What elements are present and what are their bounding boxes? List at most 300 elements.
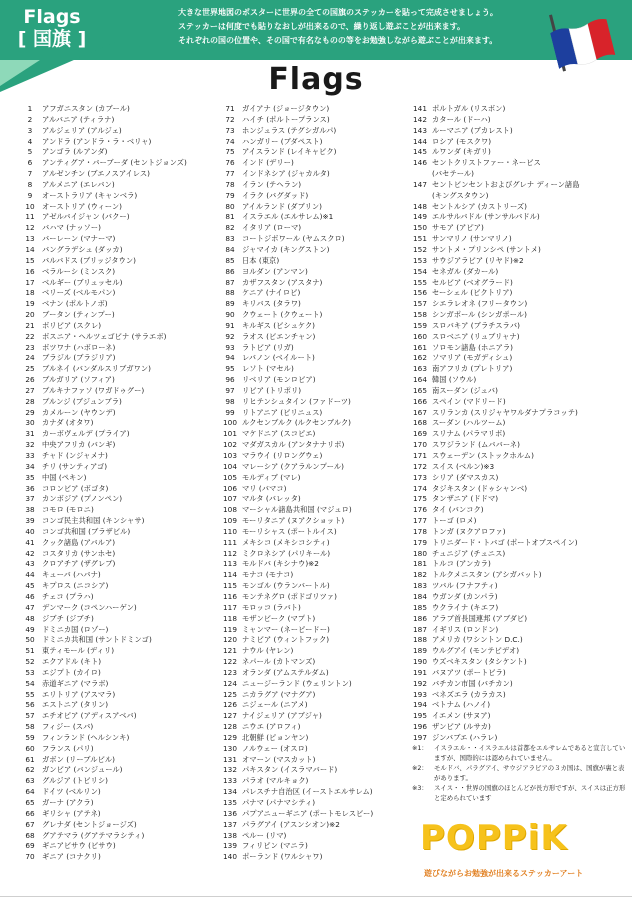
country-name: チャド (ンジャメナ) [42,451,108,460]
item-number: 12 [25,223,35,233]
list-item [18,809,218,820]
country-name: カメルーン (ヤウンデ) [42,407,116,417]
country-name: タジキスタン (ドゥシャンベ) [432,483,528,493]
country-name: ジブチ (ジブチ) [42,613,94,623]
list-item [218,787,408,798]
item-number: 50 [25,635,35,645]
list-item [218,679,408,690]
list-item [218,581,408,592]
item-number: 55 [25,689,35,699]
item-number: 108 [223,505,237,515]
country-name: マルタ (バレッタ) [242,494,301,504]
item-number [408,191,432,202]
list-item [218,657,408,668]
country-name: コートジボワール (ヤムスクロ) [242,234,345,244]
country-name: セネガル (ダカール) [432,266,499,276]
list-item [218,234,408,245]
list-item [218,256,408,267]
country-name: ブルキナファソ (ワガドゥグー) [42,385,145,395]
country-name: アルバニア (ティラナ) [42,114,115,124]
country-name: モナコ (モナコ) [242,570,294,580]
list-item [18,559,218,570]
item-number: 160 [413,331,427,341]
country-name: ウズベキスタン (タシケント) [432,657,527,667]
list-item [18,104,218,115]
country-name: イスラエル (エルサレム)※1 [242,212,334,222]
country-name: リヒテンシュタイン (ファドーツ) [242,396,351,406]
country-name: マラウイ (リロングウェ) [242,451,323,460]
list-item [18,657,218,668]
list-item [218,700,408,711]
country-name: エストニア (タリン) [42,700,109,710]
list-item [218,603,408,614]
item-number: 185 [413,602,427,612]
country-name: モルディブ (マレ) [242,472,301,482]
item-number: 187 [413,624,427,634]
list-item [218,755,408,766]
country-name: チュニジア (チュニス) [432,548,506,558]
item-number: 25 [25,364,35,374]
item-number: 78 [225,179,235,189]
country-name: セントクリストファー・ネービス [432,158,541,168]
list-item [218,418,408,429]
country-name: シエラレオネ (フリータウン) [432,299,528,309]
list-item [18,137,218,148]
item-number: 58 [25,722,35,732]
list-item [408,538,628,549]
country-name: ブルネイ (バンダルスリブガワン) [42,364,151,374]
country-name: サントメ・プリンシペ (サントメ) [432,244,541,254]
country-name: サモア (アピア) [432,223,484,233]
item-number: 163 [413,364,427,374]
country-name: ベネズエラ (カラカス) [432,689,506,699]
list-item [218,147,408,158]
country-name: デンマーク (コペンハーゲン) [42,602,137,612]
item-number: 63 [25,776,35,786]
country-name: タイ (バンコク) [432,505,484,515]
list-item [408,646,628,657]
footnote [412,784,626,803]
item-number: 57 [25,711,35,721]
item-number: 154 [413,266,427,276]
country-name: ジンバブエ (ハラレ) [432,732,498,742]
country-name: アンゴラ (ルアンダ) [42,147,108,157]
item-number: 82 [225,223,235,233]
country-name: チリ (サンティアゴ) [42,461,108,471]
list-item [218,408,408,419]
item-number: 153 [413,255,427,265]
item-number: 127 [223,711,237,721]
item-number: 129 [223,732,237,742]
country-name: スロバキア (ブラチスラバ) [432,320,520,330]
item-number: 102 [223,440,237,450]
country-name: カンボジア (プノンペン) [42,494,123,504]
item-number: 179 [413,537,427,547]
country-name: ドミニカ国 (ロゾー) [42,624,109,634]
item-number: 39 [25,516,35,526]
item-number: 71 [225,104,235,113]
list-item [408,256,628,267]
country-name: コロンビア (ボゴタ) [42,483,109,493]
list-item [408,115,628,126]
item-number: 184 [413,591,427,601]
list-item [18,733,218,744]
item-number: 26 [25,375,35,385]
item-number: 196 [413,722,427,732]
list-item [218,505,408,516]
country-name: フランス (パリ) [42,743,94,753]
country-name: キリバス (タラワ) [242,299,301,309]
item-number: 11 [25,212,35,222]
item-number: 176 [413,505,427,515]
country-name: アメリカ (ワシントン D.C.) [432,635,523,645]
country-name: ドミニカ共和国 (サントドミンゴ) [42,635,152,645]
country-name: イエメン (サヌア) [432,711,491,721]
item-number: 105 [223,472,237,482]
country-name: イタリア (ローマ) [242,223,302,233]
header-desc-line: ステッカーは何度でも貼りなおしが出来るので、繰り返し遊ぶことが出来ます。 [178,22,466,31]
list-item [408,603,628,614]
item-number: 151 [413,234,427,244]
country-name: オランダ (アムステルダム) [242,667,329,677]
item-number: 28 [25,396,35,406]
list-item [18,538,218,549]
item-number: 4 [27,136,33,146]
list-item [18,494,218,505]
country-name: ペルー (リマ) [242,830,287,840]
footnote-text: スイス・・世界の国旗のほとんどが長方形ですが、スイスは正方形と定められています [434,784,626,802]
country-name: イラン (テヘラン) [242,179,302,189]
list-item [408,353,628,364]
item-number: 169 [413,429,427,439]
country-name: モザンビーク (マプト) [242,613,316,623]
item-number: 109 [223,516,237,526]
item-number: 190 [413,657,427,667]
list-item [18,505,218,516]
list-item [218,353,408,364]
item-number: 70 [25,852,35,862]
list-item [408,332,628,343]
list-item [408,592,628,603]
item-number: 51 [25,646,35,656]
list-item [218,614,408,625]
list-item [408,288,628,299]
item-number: 60 [25,743,35,753]
list-item [408,559,628,570]
list-item [18,180,218,191]
item-number: 197 [413,732,427,742]
list-item [408,462,628,473]
list-item [18,353,218,364]
list-item [408,169,628,180]
list-item [18,668,218,679]
list-item [408,722,628,733]
item-number: 150 [413,223,427,233]
item-number: 54 [25,678,35,688]
item-number: 40 [25,526,35,536]
list-item [18,570,218,581]
item-number: 113 [223,559,237,569]
list-item [408,549,628,560]
list-item [18,115,218,126]
country-name: モロッコ (ラバト) [242,602,301,612]
country-name: メキシコ (メキシコシティ) [242,537,330,547]
country-name: シンガポール (シンガポール) [432,310,527,320]
country-name: クック諸島 (アバルア) [42,537,116,547]
item-number: 65 [25,798,35,807]
country-name: ハンガリー (ブダペスト) [242,136,323,146]
list-item [18,798,218,809]
list-item [18,603,218,614]
list-item [408,635,628,646]
list-item [18,278,218,289]
item-number: 14 [25,244,35,254]
list-item [18,245,218,256]
country-name: アンティグア・バーブーダ (セントジョンズ) [42,158,187,168]
list-item [218,375,408,386]
country-name: ベラルーシ (ミンスク) [42,266,116,276]
list-item [408,386,628,397]
list-item [18,462,218,473]
country-name: ベトナム (ハノイ) [432,700,491,710]
item-number: 134 [223,787,237,797]
country-name: レバノン (ベイルート) [242,353,315,363]
country-name: ウガンダ (カンパラ) [432,591,498,601]
country-name: インド (デリー) [242,158,294,168]
item-number: 124 [223,678,237,688]
item-number: 148 [413,201,427,211]
country-name: ベリーズ (ベルモパン) [42,288,116,298]
country-name: ナイジェリア (アブジャ) [242,711,322,721]
item-number: 36 [25,483,35,493]
country-name: ギニア (コナクリ) [42,852,101,862]
item-number: 5 [27,147,33,157]
list-item [408,711,628,722]
item-number: 10 [25,201,35,211]
item-number: 133 [223,776,237,786]
item-number: 15 [25,255,35,265]
country-name: ノルウェー (オスロ) [242,743,308,753]
list-item [218,288,408,299]
country-name: ラトビア (リガ) [242,342,294,352]
country-name: カナダ (オタワ) [42,418,94,428]
list-item [408,473,628,484]
item-number: 122 [223,657,237,667]
country-name: サンマリノ (サンマリノ) [432,234,512,244]
list-item [18,722,218,733]
item-number: 194 [413,700,427,710]
country-name: スリランカ (スリジャヤワルダナプラコッテ) [432,407,578,417]
list-item [408,147,628,158]
item-number: 99 [225,407,235,417]
item-number: 138 [223,830,237,840]
list-item [18,440,218,451]
item-number: 141 [413,104,427,113]
list-item [408,418,628,429]
country-name: スペイン (マドリード) [432,396,506,406]
item-number: 1 [27,104,33,113]
item-number: 117 [223,602,237,612]
country-name: トルコ (アンカラ) [432,559,491,569]
list-item [218,137,408,148]
list-item [408,104,628,115]
item-number: 186 [413,613,427,623]
item-number: 125 [223,689,237,699]
list-item [18,408,218,419]
list-item [408,581,628,592]
item-number: 193 [413,689,427,699]
country-name: ジャマイカ (キングストン) [242,244,330,254]
item-number: 188 [413,635,427,645]
header-title-jp: [ 国旗 ] [17,28,87,50]
country-name: アイスランド (レイキャビク) [242,147,337,157]
list-item [18,310,218,321]
item-number: 135 [223,798,237,807]
country-name: 赤道ギニア (マラボ) [42,678,109,688]
country-name: ルクセンブルク (ルクセンブルク) [242,418,352,428]
country-name: キプロス (ニコシア) [42,581,109,591]
item-number: 75 [225,147,235,157]
item-number: 87 [225,277,235,287]
item-number: 31 [25,429,35,439]
country-name: ニジェール (ニアメ) [242,700,308,710]
list-item [408,625,628,636]
list-item [18,473,218,484]
country-name: 南アフリカ (プレトリア) [432,364,513,374]
country-name: トルクメニスタン (アシガバット) [432,570,542,580]
list-item [218,646,408,657]
country-name: マレーシア (クアラルンプール) [242,461,344,471]
list-item [18,288,218,299]
item-number: 177 [413,516,427,526]
item-number: 53 [25,667,35,677]
list-item [18,625,218,636]
item-number: 34 [25,461,35,471]
list-item [18,527,218,538]
item-number: 88 [225,288,235,298]
list-item [18,256,218,267]
list-item [18,299,218,310]
country-name: セントビンセントおよびグレナ ディーン諸島 [432,179,580,189]
country-name: 北朝鮮 (ピョンヤン) [242,732,309,742]
item-number: 157 [413,299,427,309]
list-item [18,787,218,798]
country-name: ギリシャ (アテネ) [42,808,101,818]
item-number: 126 [223,700,237,710]
country-name: エルサルバドル (サンサルバドル) [432,212,540,222]
country-name: アラブ首長国連邦 (アブダビ) [432,613,528,623]
list-item [218,440,408,451]
country-name: ニウエ (アロフィ) [242,722,301,732]
item-number: 130 [223,743,237,753]
country-name: アンドラ (アンドラ・ラ・ベリャ) [42,136,152,146]
footnote-mark: ※2： [412,764,428,773]
list-item [218,473,408,484]
item-number: 128 [223,722,237,732]
list-item [408,614,628,625]
list-item [18,484,218,495]
list-item [408,516,628,527]
country-name: ソマリア (モガディシュ) [432,353,513,363]
list-item [218,690,408,701]
item-number: 192 [413,678,427,688]
list-item [218,321,408,332]
list-item [408,733,628,744]
country-name: ミャンマー (ネーピードー) [242,624,330,634]
list-item [218,549,408,560]
item-number: 106 [223,483,237,493]
item-number: 48 [25,613,35,623]
country-name: ガボン (リーブルビル) [42,754,116,764]
country-name: アイルランド (ダブリン) [242,201,323,211]
country-name: ベルギー (ブリュッセル) [42,277,123,287]
item-number: 181 [413,559,427,569]
list-item [18,191,218,202]
list-item [218,516,408,527]
country-name: ブラジル (ブラジリア) [42,353,116,363]
item-number: 167 [413,407,427,417]
item-number: 80 [225,201,235,211]
item-number: 110 [223,526,237,536]
item-number: 27 [25,385,35,395]
list-item [218,267,408,278]
country-name: クウェート (クウェート) [242,310,323,320]
header-title [14,6,90,50]
country-name: サウジアラビア (リヤド)※2 [432,255,524,265]
list-item [218,126,408,137]
country-name: バーレーン (マナーマ) [42,234,116,244]
country-name: ニュージーランド (ウェリントン) [242,678,352,688]
item-number: 85 [225,255,235,265]
item-number: 100 [223,418,237,428]
country-name: モーリシャス (ポートルイス) [242,526,337,536]
list-item [18,332,218,343]
country-name: アルゼンチン (ブエノスアイレス) [42,169,150,179]
divider [0,896,632,897]
country-name: バハマ (ナッソー) [42,223,101,233]
list-item [18,841,218,852]
country-name: クロアチア (ザグレブ) [42,559,116,569]
list-item [218,104,408,115]
country-name: シリア (ダマスカス) [432,472,499,482]
country-name: フィリピン (マニラ) [242,841,308,851]
country-name: オーストラリア (キャンベラ) [42,190,138,200]
item-number: 147 [413,179,427,189]
country-name: ナウル (ヤレン) [242,646,294,656]
item-number: 74 [225,136,235,146]
footnote-text: モルドバ、パラグアイ、サウジアラビアの３カ国は、国旗が裏と表があります。 [434,764,625,782]
country-name: グアテマラ (グアテマラシティ) [42,830,145,840]
country-name: マダガスカル (アンタナナリボ) [242,440,345,450]
list-item [218,820,408,831]
list-item [218,711,408,722]
item-number: 174 [413,483,427,493]
country-name: パラオ (マルキョク) [242,776,309,786]
country-name: ギニアビサウ (ビサウ) [42,841,116,851]
country-name: パプアニューギニア (ポートモレスビー) [242,808,374,818]
list-item [218,592,408,603]
list-item [218,332,408,343]
item-number: 24 [25,353,35,363]
item-number: 191 [413,667,427,677]
item-number: 95 [225,364,235,374]
country-name: ルーマニア (ブカレスト) [432,125,513,135]
list-item [18,820,218,831]
list-item [408,180,628,191]
list-item [218,484,408,495]
list-item [218,343,408,354]
country-name: アルメニア (エレバン) [42,179,115,189]
